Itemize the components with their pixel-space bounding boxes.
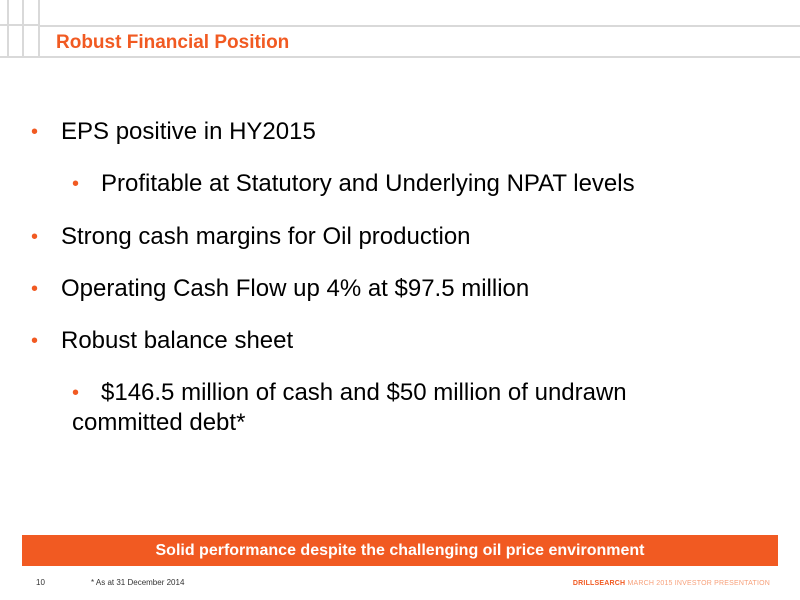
bullet-text [72, 378, 701, 438]
bullet-text: Operating Cash Flow up 4% at $97.5 million [61, 275, 530, 302]
footnote: * As at 31 December 2014 [91, 578, 185, 587]
presentation-name: MARCH 2015 INVESTOR PRESENTATION [627, 580, 770, 587]
slide-title: Robust Financial Position [56, 32, 290, 53]
frame-line [0, 24, 40, 26]
bullet-text-line: committed debt* [72, 409, 246, 436]
bullet-icon: • [31, 278, 39, 300]
frame-line [0, 56, 40, 58]
bullet-text: EPS positive in HY2015 [61, 118, 316, 145]
frame-line [22, 0, 24, 58]
bullet-icon: • [31, 121, 39, 143]
bullet-icon: • [72, 382, 80, 404]
brand-footer [573, 580, 770, 587]
title-bar [38, 25, 800, 58]
bullet-icon: • [31, 330, 39, 352]
bullet-icon: • [72, 173, 80, 195]
bullet-text: Profitable at Statutory and Underlying NPAT levels [101, 170, 635, 197]
frame-line [7, 0, 9, 58]
callout-banner: Solid performance despite the challenging oil price environment [22, 535, 778, 566]
bullet-text-line: $146.5 million of cash and $50 million of undrawn [101, 379, 627, 406]
bullet-text: Robust balance sheet [61, 327, 294, 354]
brand-name: DRILLSEARCH [572, 580, 626, 587]
bullet-text: Strong cash margins for Oil production [61, 223, 471, 250]
bullet-icon: • [31, 226, 39, 248]
page-number: 10 [36, 578, 45, 587]
